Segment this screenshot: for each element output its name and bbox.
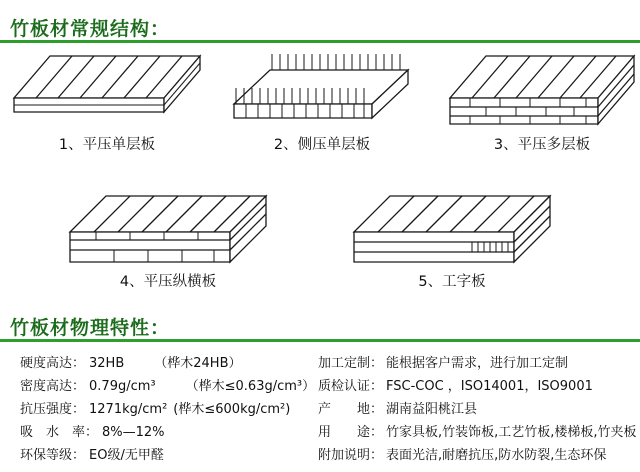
spec-label: 产 地： xyxy=(318,402,384,417)
spec-value: 8%—12% xyxy=(102,425,165,440)
spec-value: 1271kg/cm² xyxy=(89,402,168,417)
spec-row xyxy=(318,398,638,421)
figure-caption-3: 3、平压多层板 xyxy=(493,137,591,153)
figure-flat-single-layer xyxy=(12,52,202,127)
spec-label: 抗压强度： xyxy=(20,402,86,417)
spec-label: 吸 水 率： xyxy=(20,425,99,440)
divider-middle xyxy=(0,339,640,342)
spec-row xyxy=(318,352,638,375)
spec-value: 0.79g/cm³ xyxy=(89,379,156,394)
spec-value: EO级/无甲醛 xyxy=(89,448,164,463)
figure-caption-4: 4、平压纵横板 xyxy=(119,274,217,290)
figure-caption-2: 2、侧压单层板 xyxy=(273,137,371,153)
spec-row xyxy=(20,352,310,375)
spec-row xyxy=(20,398,310,421)
spec-extra: （桦木24HB） xyxy=(154,356,242,371)
spec-label: 密度高达： xyxy=(20,379,86,394)
physical-section-title: 竹板材物理特性： xyxy=(10,317,171,339)
spec-extra: (桦木≤600kg/cm²) xyxy=(173,402,291,417)
spec-value: 表面光洁,耐磨抗压,防水防裂,生态环保 xyxy=(386,448,607,463)
spec-row xyxy=(318,444,638,467)
spec-row xyxy=(20,444,310,467)
spec-row xyxy=(20,375,316,398)
figure-flat-multi-layer xyxy=(448,52,636,132)
spec-extra: （桦木≤0.63g/cm³） xyxy=(185,379,316,394)
spec-value: 湖南益阳桃江县 xyxy=(386,402,478,417)
spec-row xyxy=(20,421,310,444)
figure-flat-cross-layer xyxy=(68,192,268,272)
spec-label: 附加说明： xyxy=(318,448,384,463)
spec-row xyxy=(318,421,638,444)
spec-list-right xyxy=(318,352,638,467)
divider-top xyxy=(0,40,640,43)
spec-row xyxy=(318,375,638,398)
spec-label: 加工定制： xyxy=(318,356,384,371)
figure-i-beam-board xyxy=(352,192,552,272)
spec-value: 能根据客户需求，进行加工定制 xyxy=(386,356,569,371)
figure-caption-5: 5、工字板 xyxy=(418,274,486,290)
spec-value: FSC-COC ，ISO14001，ISO9001 xyxy=(386,379,593,394)
spec-label: 硬度高达： xyxy=(20,356,86,371)
spec-value: 竹家具板,竹装饰板,工艺竹板,楼梯板,竹夹板 xyxy=(386,425,637,440)
spec-value: 32HB xyxy=(89,356,125,371)
spec-list-left xyxy=(20,352,316,467)
figure-side-press-single-layer xyxy=(232,52,412,127)
spec-label: 质检认证： xyxy=(318,379,384,394)
spec-label: 环保等级： xyxy=(20,448,86,463)
spec-label: 用 途： xyxy=(318,425,384,440)
figure-caption-1: 1、平压单层板 xyxy=(58,137,156,153)
structure-section-title: 竹板材常规结构： xyxy=(10,18,171,40)
